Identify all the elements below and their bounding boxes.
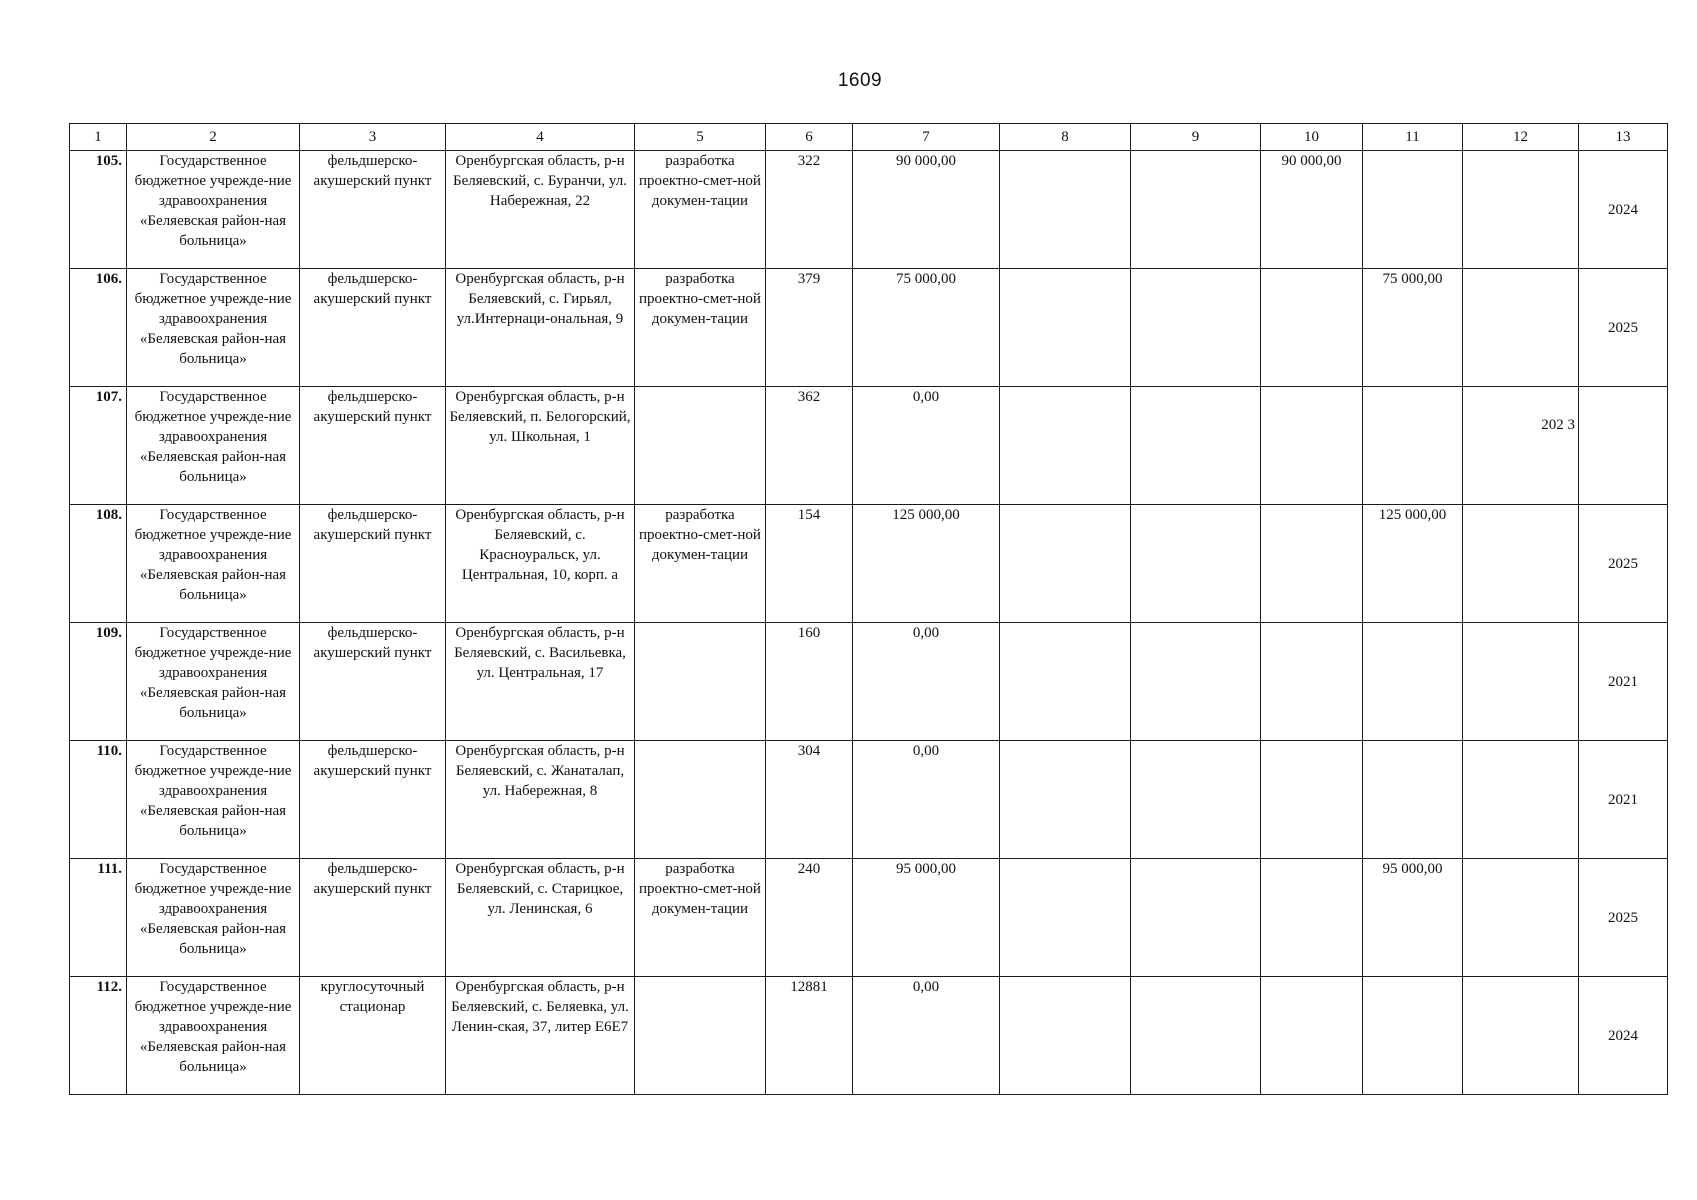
amount-col11-cell [1363,151,1463,269]
amount-col11-cell [1363,741,1463,859]
amount-col9-cell [1131,387,1261,505]
column-header: 2 [127,124,300,151]
amount-col8-cell [1000,977,1131,1095]
amount-col12-cell [1463,623,1579,741]
table-row [70,387,1668,505]
amount-col11-cell [1363,623,1463,741]
total-amount-cell: 90 000,00 [853,151,1000,269]
column-header: 6 [766,124,853,151]
work-type-cell [635,387,766,505]
facility-type-cell: фельдшерско-акушерский пункт [300,269,446,387]
area-cell: 240 [766,859,853,977]
amount-col11-cell [1363,387,1463,505]
column-header: 9 [1131,124,1261,151]
address-cell: Оренбургская область, р-н Беляевский, с. Беляевка, ул. Ленин-ская, 37, литер Е6Е7 [446,977,635,1095]
amount-col10-cell [1261,859,1363,977]
amount-col9-cell [1131,977,1261,1095]
total-amount-cell: 0,00 [853,387,1000,505]
facility-type-cell: фельдшерско-акушерский пункт [300,859,446,977]
amount-col8-cell [1000,505,1131,623]
amount-col8-cell [1000,859,1131,977]
amount-col12-cell [1463,269,1579,387]
work-type-cell: разработка проектно-смет-ной докумен-тации [635,859,766,977]
column-header: 11 [1363,124,1463,151]
column-header: 10 [1261,124,1363,151]
amount-col10-cell: 90 000,00 [1261,151,1363,269]
row-number: 106. [70,269,127,387]
amount-col8-cell [1000,151,1131,269]
amount-col10-cell [1261,505,1363,623]
column-header: 7 [853,124,1000,151]
area-cell: 160 [766,623,853,741]
amount-col12-cell [1463,859,1579,977]
row-number: 109. [70,623,127,741]
year-cell: 2021 [1579,623,1668,741]
organization-cell: Государственное бюджетное учрежде-ние здравоохранения «Беляевская район-ная больница» [127,741,300,859]
total-amount-cell: 0,00 [853,977,1000,1095]
amount-col9-cell [1131,623,1261,741]
row-number: 112. [70,977,127,1095]
address-cell: Оренбургская область, р-н Беляевский, с. Жанаталап, ул. Набережная, 8 [446,741,635,859]
work-type-cell [635,977,766,1095]
facility-type-cell: фельдшерско-акушерский пункт [300,387,446,505]
area-cell: 322 [766,151,853,269]
table-row [70,977,1668,1095]
header-row [70,124,1668,151]
table-row [70,741,1668,859]
area-cell: 12881 [766,977,853,1095]
page-number: 1609 [837,70,883,91]
work-type-cell: разработка проектно-смет-ной докумен-тации [635,151,766,269]
column-header: 5 [635,124,766,151]
amount-col10-cell [1261,623,1363,741]
organization-cell: Государственное бюджетное учрежде-ние здравоохранения «Беляевская район-ная больница» [127,859,300,977]
amount-col8-cell [1000,387,1131,505]
facility-type-cell: фельдшерско-акушерский пункт [300,505,446,623]
total-amount-cell: 125 000,00 [853,505,1000,623]
amount-col8-cell [1000,269,1131,387]
organization-cell: Государственное бюджетное учрежде-ние здравоохранения «Беляевская район-ная больница» [127,151,300,269]
total-amount-cell: 95 000,00 [853,859,1000,977]
work-type-cell [635,623,766,741]
year-cell: 2025 [1579,859,1668,977]
column-header: 13 [1579,124,1668,151]
work-type-cell [635,741,766,859]
amount-col9-cell [1131,859,1261,977]
area-cell: 379 [766,269,853,387]
data-table [69,123,1668,1095]
column-header: 12 [1463,124,1579,151]
organization-cell: Государственное бюджетное учрежде-ние здравоохранения «Беляевская район-ная больница» [127,505,300,623]
organization-cell: Государственное бюджетное учрежде-ние здравоохранения «Беляевская район-ная больница» [127,269,300,387]
amount-col11-cell [1363,977,1463,1095]
facility-type-cell: фельдшерско-акушерский пункт [300,151,446,269]
year-cell: 2024 [1579,151,1668,269]
amount-col11-cell: 95 000,00 [1363,859,1463,977]
table-row [70,269,1668,387]
area-cell: 154 [766,505,853,623]
table-row [70,623,1668,741]
row-number: 108. [70,505,127,623]
work-type-cell: разработка проектно-смет-ной докумен-тации [635,505,766,623]
address-cell: Оренбургская область, р-н Беляевский, с. Гирьял, ул.Интернаци-ональная, 9 [446,269,635,387]
amount-col12-cell [1463,741,1579,859]
year-cell: 2024 [1579,977,1668,1095]
row-number: 105. [70,151,127,269]
amount-col10-cell [1261,977,1363,1095]
amount-col9-cell [1131,151,1261,269]
amount-col11-cell: 125 000,00 [1363,505,1463,623]
organization-cell: Государственное бюджетное учрежде-ние здравоохранения «Беляевская район-ная больница» [127,623,300,741]
total-amount-cell: 0,00 [853,623,1000,741]
amount-col10-cell [1261,269,1363,387]
organization-cell: Государственное бюджетное учрежде-ние здравоохранения «Беляевская район-ная больница» [127,977,300,1095]
amount-col10-cell [1261,387,1363,505]
year-cell [1579,387,1668,505]
address-cell: Оренбургская область, р-н Беляевский, с. Старицкое, ул. Ленинская, 6 [446,859,635,977]
amount-col12-cell [1463,977,1579,1095]
row-number: 111. [70,859,127,977]
amount-col12-cell [1463,505,1579,623]
column-header: 1 [70,124,127,151]
facility-type-cell: фельдшерско-акушерский пункт [300,623,446,741]
total-amount-cell: 75 000,00 [853,269,1000,387]
address-cell: Оренбургская область, р-н Беляевский, с. Васильевка, ул. Центральная, 17 [446,623,635,741]
amount-col10-cell [1261,741,1363,859]
table-row [70,505,1668,623]
organization-cell: Государственное бюджетное учрежде-ние здравоохранения «Беляевская район-ная больница» [127,387,300,505]
year-cell: 2021 [1579,741,1668,859]
amount-col9-cell [1131,741,1261,859]
total-amount-cell: 0,00 [853,741,1000,859]
amount-col9-cell [1131,269,1261,387]
amount-col8-cell [1000,741,1131,859]
amount-col9-cell [1131,505,1261,623]
column-header: 8 [1000,124,1131,151]
address-cell: Оренбургская область, р-н Беляевский, п. Белогорский, ул. Школьная, 1 [446,387,635,505]
column-header: 4 [446,124,635,151]
row-number: 110. [70,741,127,859]
facility-type-cell: фельдшерско-акушерский пункт [300,741,446,859]
table-row [70,151,1668,269]
amount-col11-cell: 75 000,00 [1363,269,1463,387]
table-row [70,859,1668,977]
year-cell: 2025 [1579,505,1668,623]
row-number: 107. [70,387,127,505]
column-header: 3 [300,124,446,151]
address-cell: Оренбургская область, р-н Беляевский, с. Буранчи, ул. Набережная, 22 [446,151,635,269]
year-cell: 2025 [1579,269,1668,387]
area-cell: 304 [766,741,853,859]
amount-col12-cell [1463,151,1579,269]
area-cell: 362 [766,387,853,505]
address-cell: Оренбургская область, р-н Беляевский, с. Красноуральск, ул. Центральная, 10, корп. а [446,505,635,623]
work-type-cell: разработка проектно-смет-ной докумен-тации [635,269,766,387]
facility-type-cell: круглосуточный стационар [300,977,446,1095]
amount-col8-cell [1000,623,1131,741]
year-cell-misaligned: 202 3 [1463,387,1579,505]
